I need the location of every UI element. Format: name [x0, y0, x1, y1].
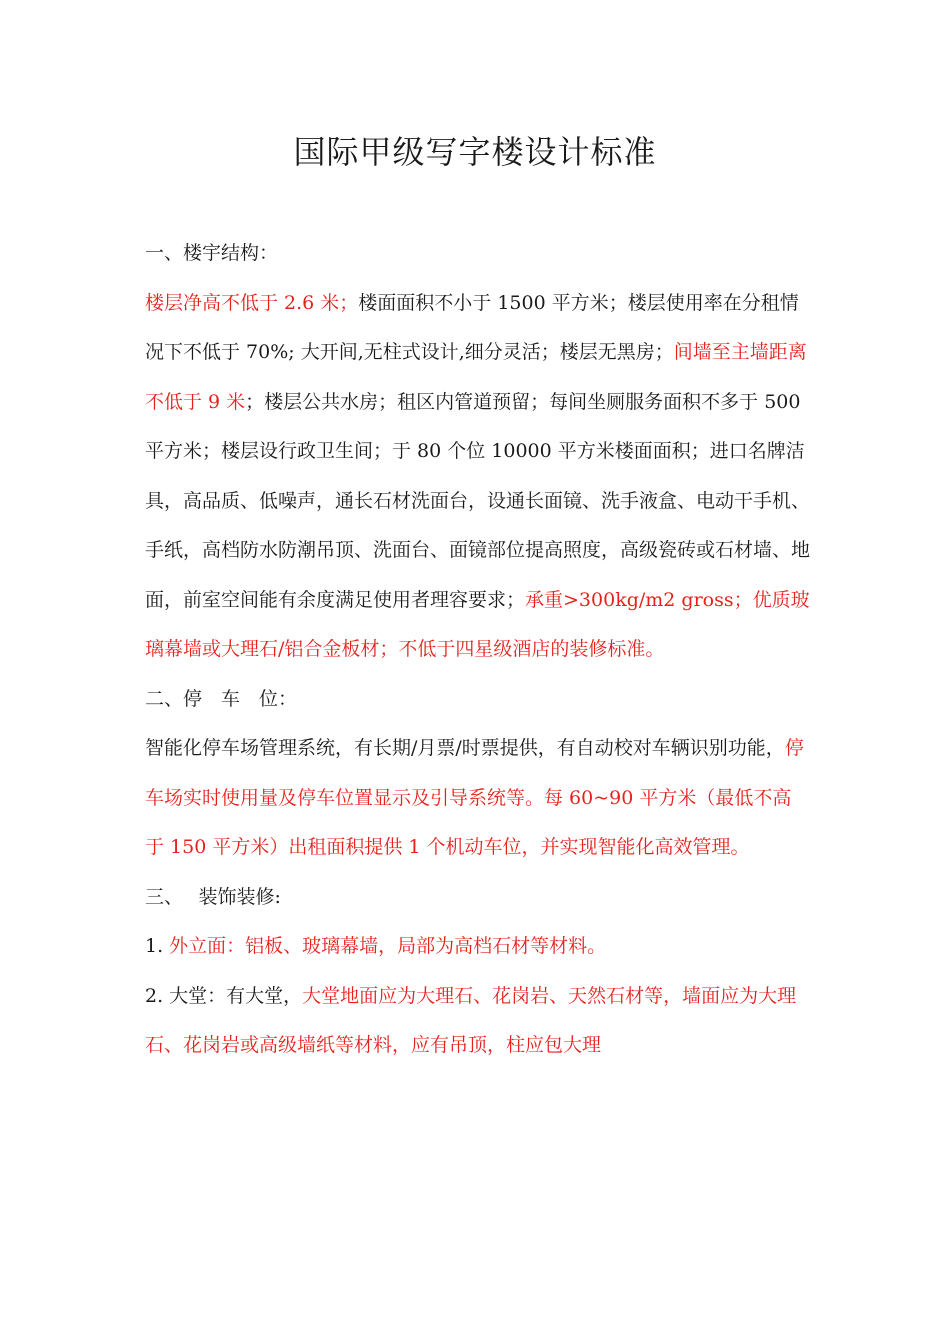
section-heading-structure: 一、楼宇结构： — [145, 242, 279, 264]
text-run: 楼层净高不低于 2.6 米； — [145, 291, 359, 314]
paragraph-structure — [145, 279, 810, 675]
section-heading-parking: 二、停 车 位： — [145, 687, 298, 710]
document-title: 国际甲级写字楼设计标准 — [293, 133, 657, 171]
text-run: ；楼层公共水房；租区内管道预留；每间坐厕服务面积不多于 500 平方米；楼层设行政卫生间；于 80 个位 10000 平方米楼面面积；进口名牌洁具，高品质、低噪声，通长石材洗面台，设通长面镜、洗手液盒、电动干手机、手纸，高档防水防潮吊顶、洗面台、面镜部位提高照度，高级瓷砖或石材墙、地面，前室空间能有余度满足使用者理容要求； — [145, 390, 811, 611]
text-run: 间墙至主墙距离不低于 9 米 — [145, 341, 807, 413]
section-heading-decoration: 三、 装饰装修: — [145, 885, 281, 908]
text-run: 大堂地面应为大理石、花岗岩、天然石材等，墙面应为大理石、花岗岩或高级墙纸等材料，应有吊顶，柱应包大理 — [145, 984, 797, 1056]
text-run: 2. 大堂：有大堂， — [145, 984, 303, 1007]
text-run: 1. — [145, 935, 170, 957]
paragraph-parking — [145, 724, 810, 873]
text-run: 外立面：铝板、玻璃幕墙，局部为高档石材等材料。 — [169, 935, 607, 957]
text-run: 停车场实时使用量及停车位置显示及引导系统等。每 60~90 平方米（最低不高于 150 平方米）出租面积提供 1 个机动车位，并实现智能化高效管理。 — [145, 737, 804, 858]
text-run: 承重>300kg/m2 gross；优质玻璃幕墙或大理石/铝合金板材；不低于四星级酒店的装修标准。 — [145, 588, 810, 660]
list-item-facade — [145, 922, 810, 972]
text-run: 楼面面积不小于 1500 平方米；楼层使用率在分租情况下不低于 70%; 大开间,无柱式设计,细分灵活；楼层无黑房； — [145, 291, 799, 363]
document-body — [145, 229, 810, 1071]
list-item-lobby — [145, 972, 810, 1071]
text-run: 智能化停车场管理系统，有长期/月票/时票提供，有自动校对车辆识别功能， — [145, 737, 785, 759]
